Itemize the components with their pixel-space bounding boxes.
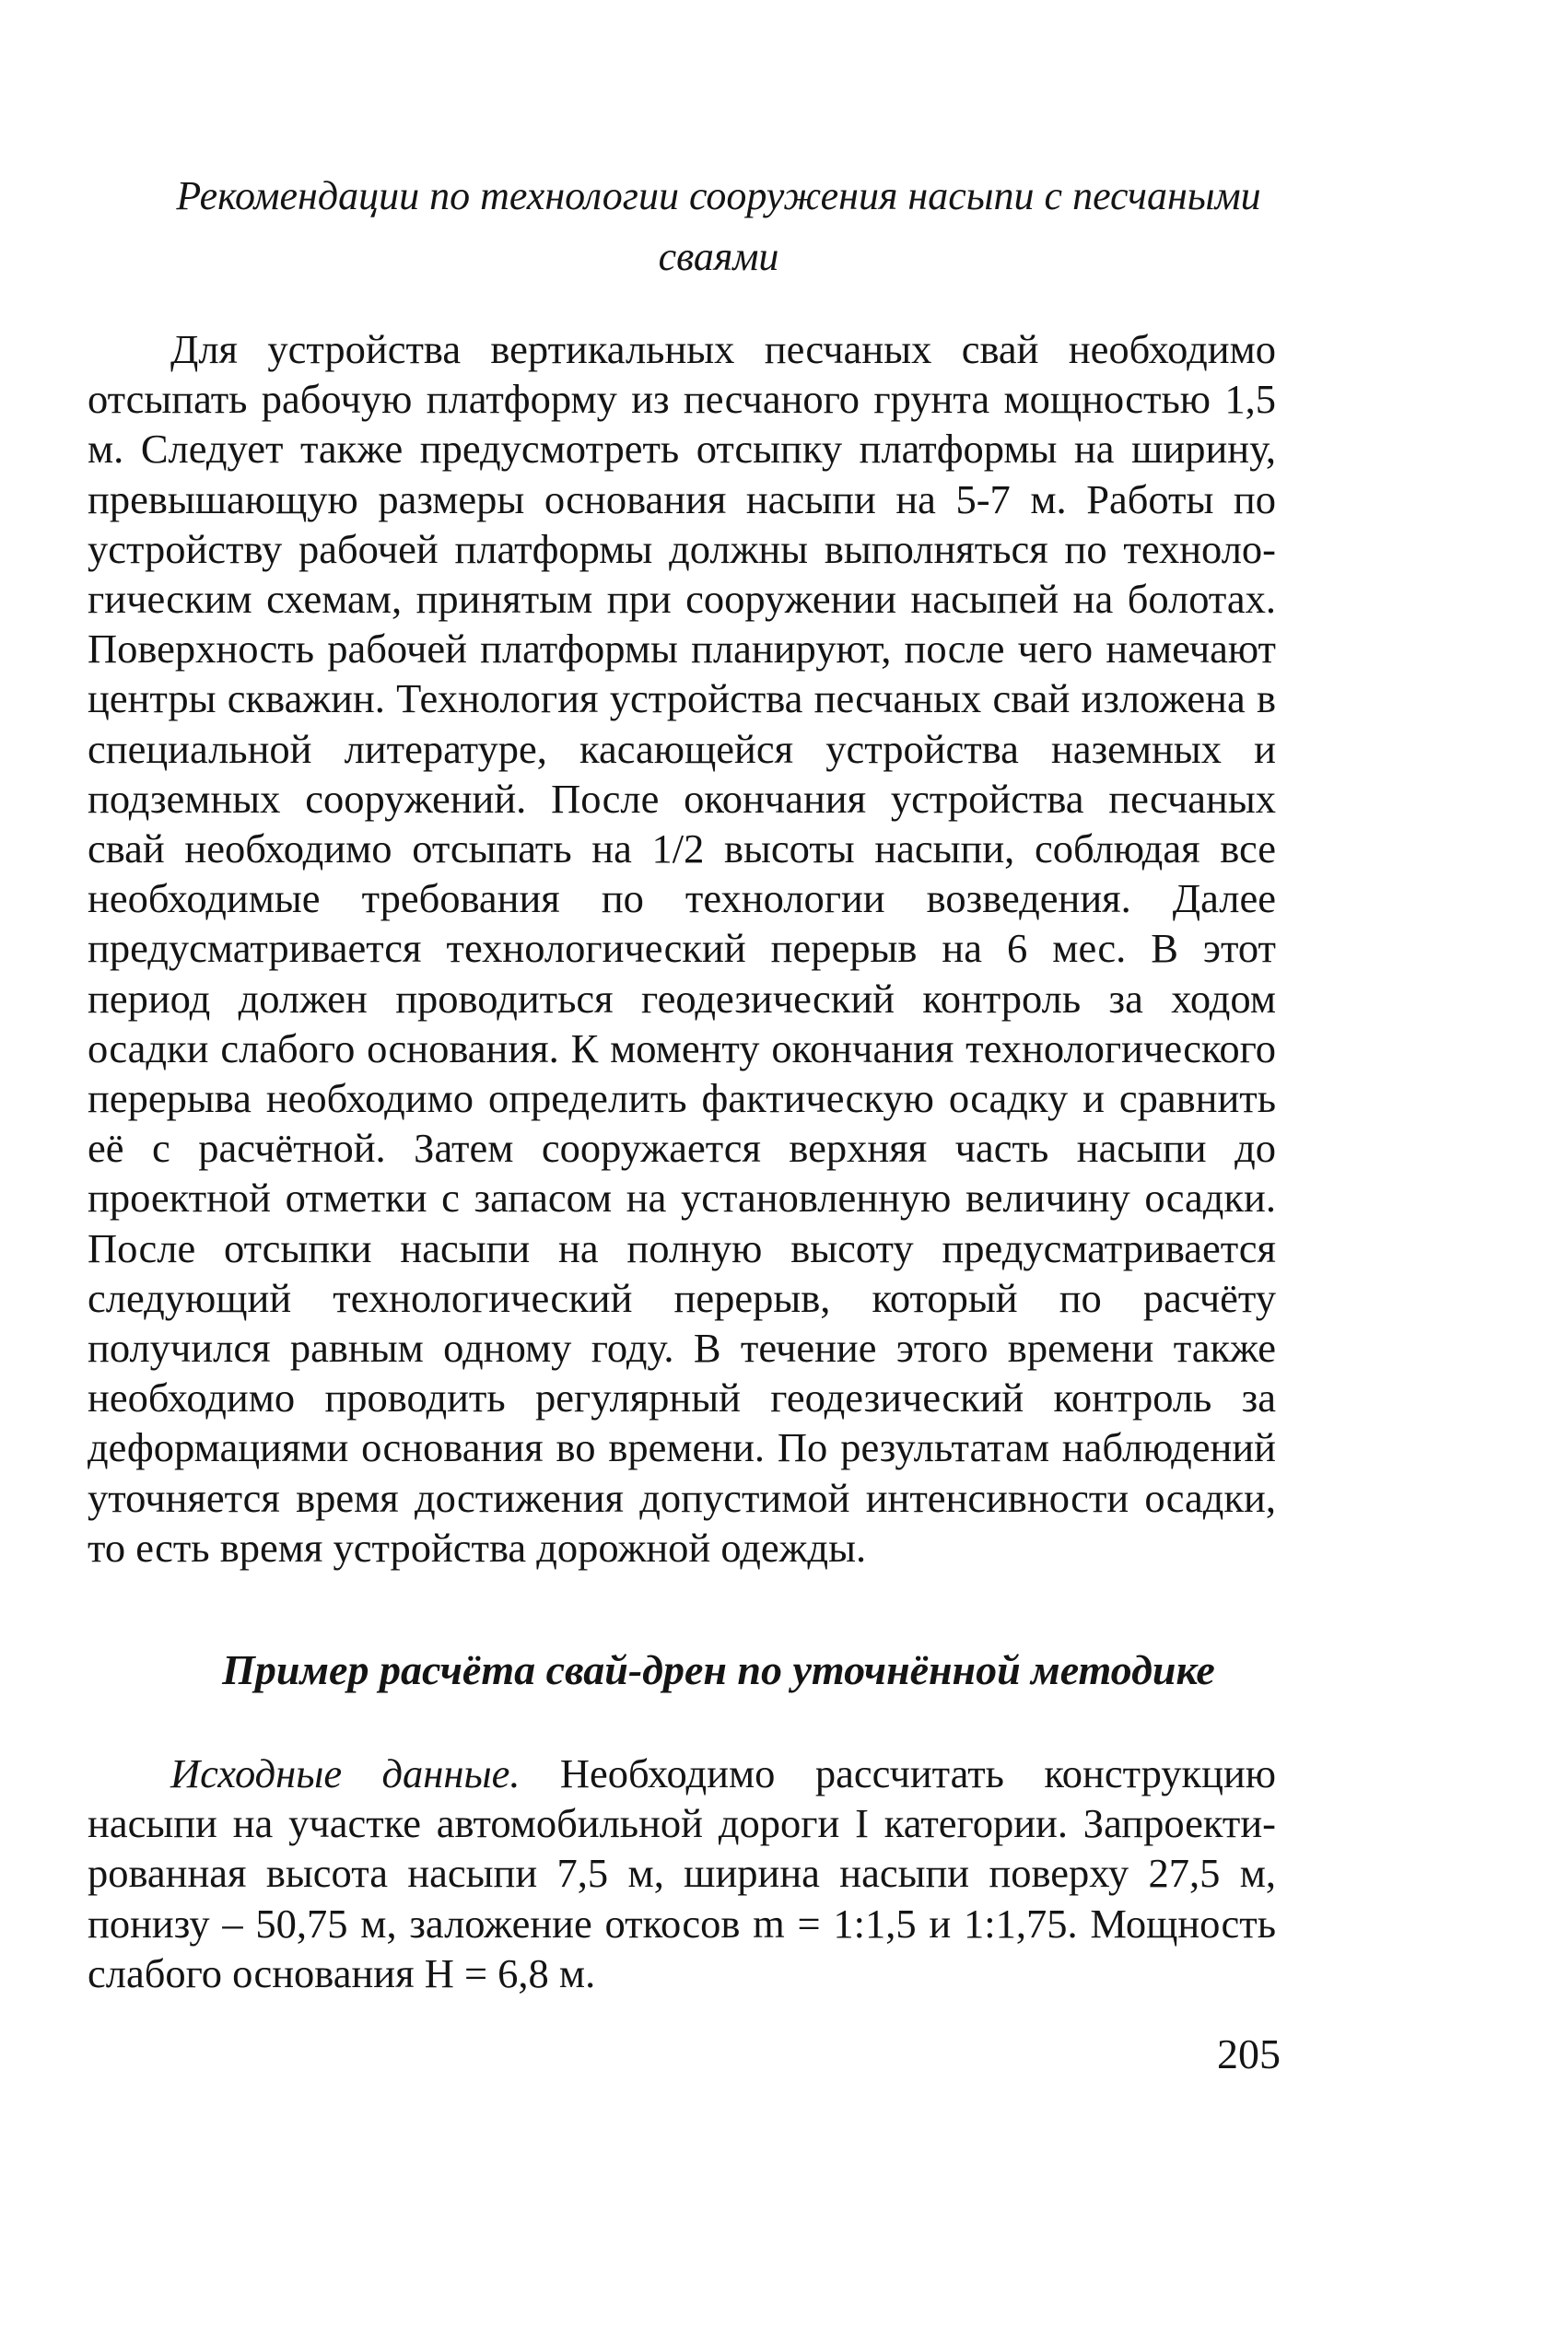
page-number: 205 <box>1217 2030 1281 2077</box>
section-heading-sand-piles <box>147 166 1290 287</box>
initial-data-lead: Исходные данные. <box>170 1750 521 1796</box>
section-heading-calculation-example <box>147 1640 1290 1701</box>
initial-data-text: Необходимо рассчитать конструкцию насыпи на участке автомобильной дороги I категории. Запроектированная высота насыпи 7,5 м, ширина насыпи поверху 27,5 м, понизу – 50,75 м, заложение откосов m = 1:1,5 и 1:1,75. Мощность слабого основания Н = 6,8 м. <box>88 1750 1277 1996</box>
heading-2-text: Пример расчёта свай-дрен по уточнённой методике <box>222 1646 1215 1693</box>
heading-line-2: сваями <box>658 234 779 279</box>
paragraph-initial-data <box>88 1749 1276 1998</box>
heading-line-1: Рекомендации по технологии сооружения насыпи с песчаными <box>176 173 1261 218</box>
paragraph-technology: Для устройства вертикальных песчаных свай необходимо отсыпать рабочую платформу из песчаного грунта мощностью 1,5 м. Следует также предусмотреть отсыпку платформы на ширину, превышающую размеры основания насыпи на 5-7 м. Работы по устройству рабочей платформы должны выполняться по технологическим схемам, принятым при сооружении насыпей на болотах. Поверхность рабочей платформы планируют, после чего намечают центры скважин. Технология устройства песчаных свай изложена в специальной литературе, касающейся устройства наземных и подземных сооружений. После окончания устройства песчаных свай необходимо отсыпать на 1/2 высоты насыпи, соблюдая все необходимые требования по технологии возведения. Далее предусматривается технологический перерыв на 6 мес. В этот период должен проводиться геодезический контроль за ходом осадки слабого основания. К моменту окончания технологического перерыва необходимо определить фактическую осадку и сравнить её с расчётной. Затем сооружается верхняя часть насыпи до проектной отметки с запасом на установленную величину осадки. После отсыпки насыпи на полную высоту предусматривается следующий технологический перерыв, который по расчёту получился равным одному году. В течение этого времени также необходимо проводить регулярный геодезический контроль за деформациями основания во времени. По результатам наблюдений уточняется время достижения допустимой интенсивности осадки, то есть время устройства дорожной одежды. <box>88 326 1276 1571</box>
